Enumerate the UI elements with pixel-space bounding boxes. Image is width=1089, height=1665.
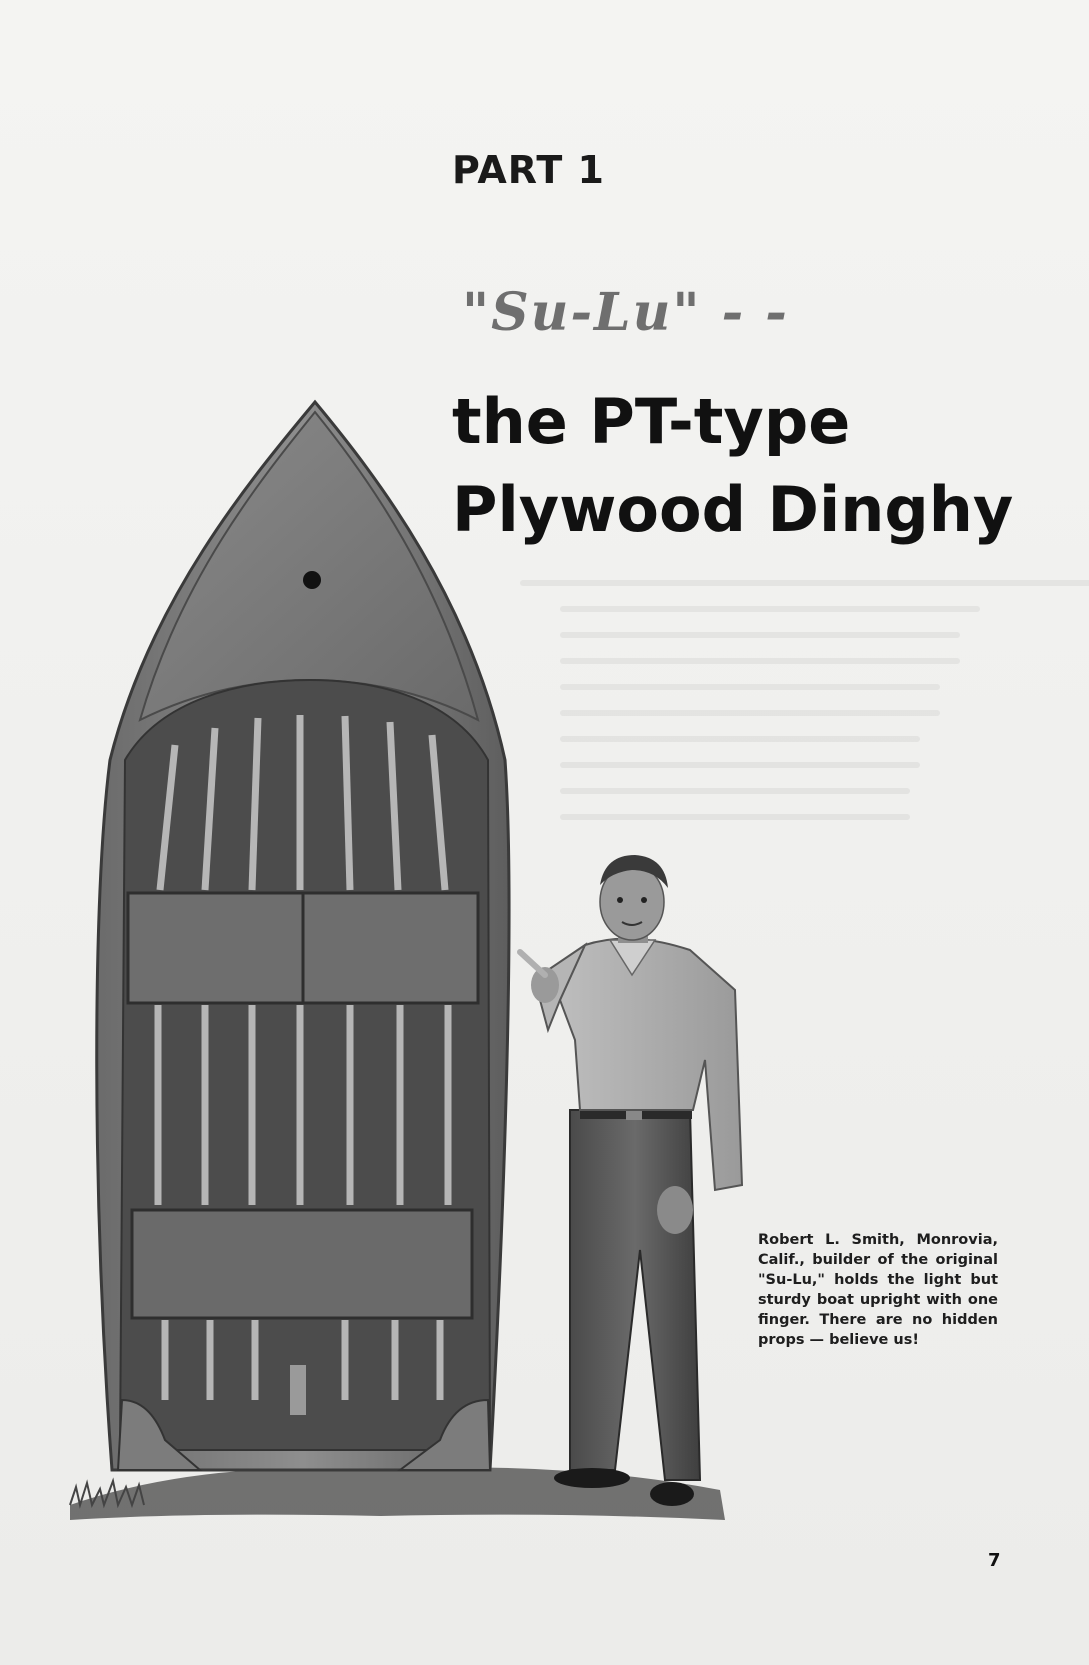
builder-figure bbox=[520, 855, 742, 1506]
page-number: 7 bbox=[988, 1550, 1001, 1571]
title-line-1: the PT-type bbox=[452, 385, 851, 458]
deck-hole bbox=[303, 571, 321, 589]
photo-caption: Robert L. Smith, Monrovia, Calif., builder of the original "Su-Lu," holds the light but sturdy boat upright with one finger. There are no hidden props — believe us! bbox=[758, 1232, 998, 1348]
aft-seat bbox=[132, 1210, 472, 1318]
dinghy-hull bbox=[97, 402, 509, 1470]
title-script-line: "Su-Lu" - - bbox=[462, 282, 789, 343]
part-label: PART 1 bbox=[452, 148, 605, 192]
title-line-2: Plywood Dinghy bbox=[452, 473, 1014, 546]
